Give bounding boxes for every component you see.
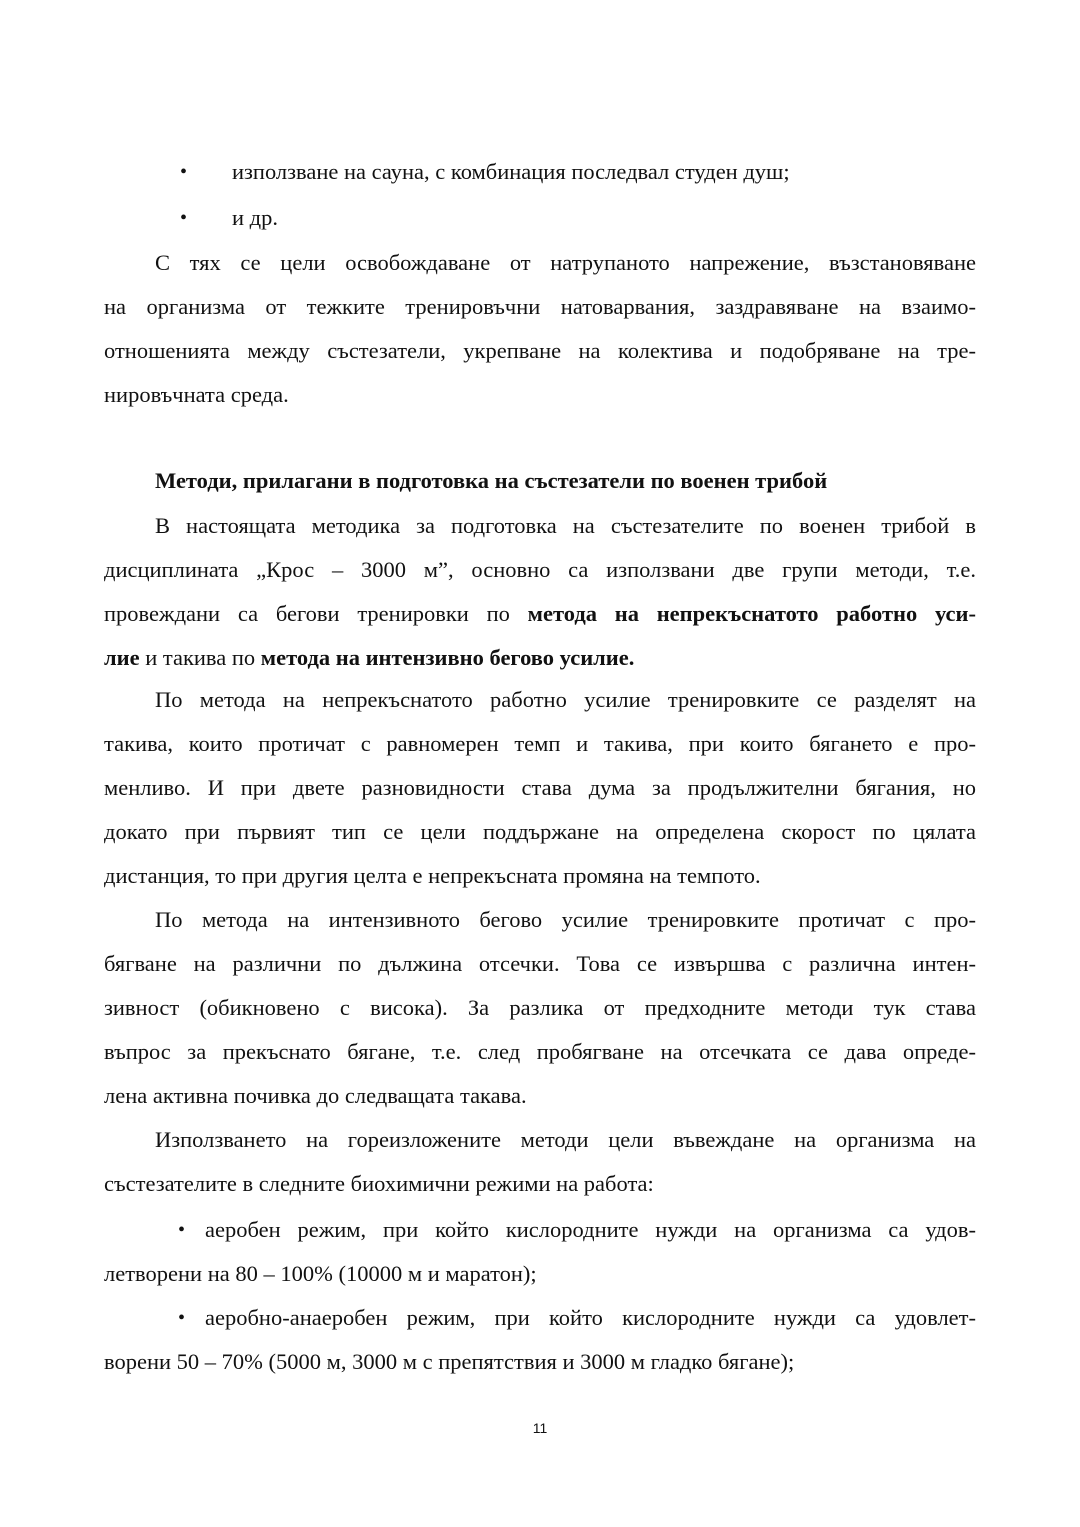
text-run: провеждани са бегови тренировки по — [104, 601, 528, 626]
bold-term: метода на интензивно бегово усилие. — [260, 645, 635, 670]
paragraph-line: състезателите в следните биохимични режими на работа: — [104, 1171, 654, 1196]
bold-term: метода на непрекъснатото работно уси- — [527, 601, 976, 626]
paragraph-line: зивност (обикновено с висока). За разлика от предходните методи тук става — [104, 995, 976, 1020]
paragraph-line: нировъчната среда. — [104, 382, 289, 407]
paragraph-line: такива, които протичат с равномерен темп и такива, при които бягането е про- — [104, 731, 976, 756]
list-item-continuation: ворени 50 – 70% (5000 м, 3000 м с препятствия и 3000 м гладко бягане); — [104, 1349, 795, 1374]
paragraph-line: въпрос за прекъснато бягане, т.е. след пробягване на отсечката се дава опреде- — [104, 1039, 976, 1064]
paragraph-line: По метода на непрекъснатото работно усилие тренировките се разделят на — [155, 687, 976, 712]
text-run: и такива по — [139, 645, 261, 670]
paragraph-line: дисциплината „Крос – 3000 м”, основно са използвани две групи методи, т.е. — [104, 557, 976, 582]
paragraph-line — [104, 597, 976, 631]
paragraph-line: менливо. И при двете разновидности става дума за продължителни бягания, но — [104, 775, 976, 800]
paragraph-line: докато при първият тип се цели поддържане на определена скорост по цялата — [104, 819, 976, 844]
paragraph-line: лена активна почивка до следващата такава. — [104, 1083, 527, 1108]
paragraph-line: С тях се цели освобождаване от натрупаното напрежение, възстановяване — [155, 250, 976, 275]
paragraph-line: Използването на гореизложените методи цели въвеждане на организма на — [155, 1127, 976, 1152]
section-heading: Методи, прилагани в подготовка на състезатели по военен трибой — [155, 468, 828, 493]
paragraph-line: В настоящата методика за подготовка на състезателите по военен трибой в — [155, 513, 976, 538]
page-number: 11 — [532, 1420, 548, 1436]
bullet-icon: • — [178, 1219, 186, 1241]
list-item: използване на сауна, с комбинация последвал студен душ; — [232, 159, 790, 184]
paragraph-line — [104, 641, 976, 675]
paragraph-line: бягване на различни по дължина отсечки. Това се извършва с различна интен- — [104, 951, 976, 976]
list-item: аеробно-анаеробен режим, при който кислородните нужди са удовлет- — [205, 1305, 976, 1330]
paragraph-line: По метода на интензивното бегово усилие тренировките протичат с про- — [155, 907, 976, 932]
list-item: аеробен режим, при който кислородните нужди на организма са удов- — [205, 1217, 976, 1242]
paragraph-line: дистанция, то при другия целта е непрекъсната промяна на темпото. — [104, 863, 761, 888]
list-item: и др. — [232, 205, 278, 230]
bold-term: лие — [104, 645, 140, 670]
paragraph-line: отношенията между състезатели, укрепване на колектива и подобряване на тре- — [104, 338, 976, 363]
bullet-icon: • — [180, 207, 188, 229]
bullet-icon: • — [178, 1307, 186, 1329]
list-item-continuation: летворени на 80 – 100% (10000 м и маратон); — [104, 1261, 537, 1286]
bullet-icon: • — [180, 161, 188, 183]
paragraph-line: на организма от тежките тренировъчни натоварвания, заздравяване на взаимо- — [104, 294, 976, 319]
